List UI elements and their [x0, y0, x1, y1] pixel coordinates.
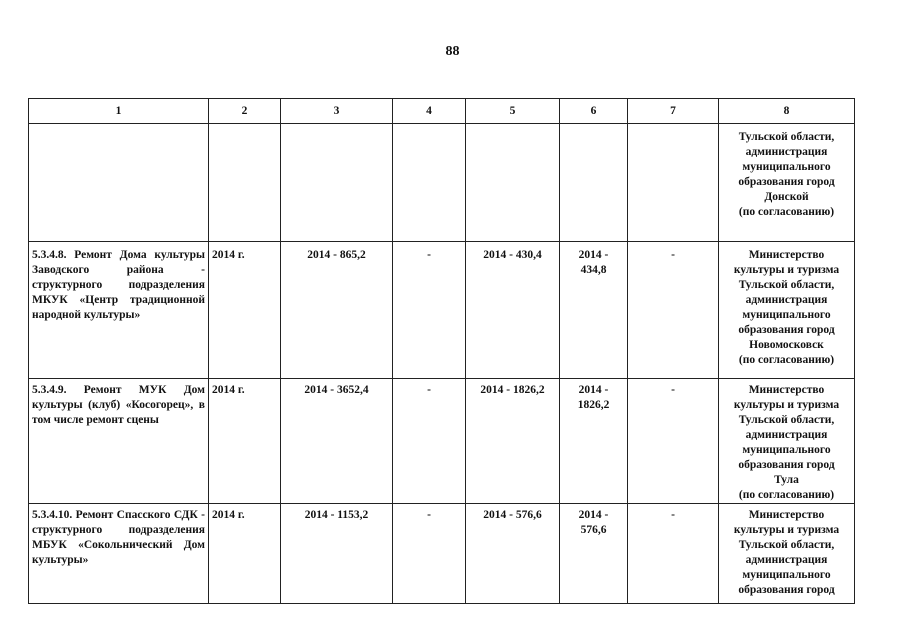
header-cell-4: 4	[393, 99, 466, 124]
col5-cell: 2014 - 576,6	[466, 504, 560, 604]
header-row	[29, 99, 855, 124]
page-number: 88	[445, 44, 460, 59]
col6-cell: 2014 - 576,6	[560, 504, 628, 604]
col4-cell: -	[393, 504, 466, 604]
total-cell	[281, 124, 393, 242]
col5-cell: 2014 - 430,4	[466, 242, 560, 379]
header-cell-5: 5	[466, 99, 560, 124]
col7-cell	[628, 124, 719, 242]
col5-cell	[466, 124, 560, 242]
measure-cell: 5.3.4.8. Ремонт Дома культуры Заводского района - структурного подразделения МКУК «Центр традиционной народной культуры»	[29, 242, 209, 379]
col6-cell: 2014 - 434,8	[560, 242, 628, 379]
col5-cell: 2014 - 1826,2	[466, 379, 560, 504]
executor-cell: Тульской области, администрация муниципального образования город Донской (по согласованию)	[719, 124, 855, 242]
table-row	[29, 379, 855, 504]
period-cell	[209, 124, 281, 242]
total-cell: 2014 - 1153,2	[281, 504, 393, 604]
col4-cell: -	[393, 242, 466, 379]
header-cell-7: 7	[628, 99, 719, 124]
col6-cell	[560, 124, 628, 242]
period-cell: 2014 г.	[209, 242, 281, 379]
header-cell-8: 8	[719, 99, 855, 124]
col7-cell: -	[628, 379, 719, 504]
period-cell: 2014 г.	[209, 379, 281, 504]
col7-cell: -	[628, 242, 719, 379]
header-cell-3: 3	[281, 99, 393, 124]
executor-cell: Министерство культуры и туризма Тульской области, администрация муниципального образования город Новомосковск (по согласованию)	[719, 242, 855, 379]
col4-cell	[393, 124, 466, 242]
col6-cell: 2014 - 1826,2	[560, 379, 628, 504]
executor-cell: Министерство культуры и туризма Тульской области, администрация муниципального образования город	[719, 504, 855, 604]
header-cell-2: 2	[209, 99, 281, 124]
table-row	[29, 124, 855, 242]
header-cell-1: 1	[29, 99, 209, 124]
table-row	[29, 242, 855, 379]
header-cell-6: 6	[560, 99, 628, 124]
executor-cell: Министерство культуры и туризма Тульской области, администрация муниципального образования город Тула (по согласованию)	[719, 379, 855, 504]
col4-cell: -	[393, 379, 466, 504]
total-cell: 2014 - 865,2	[281, 242, 393, 379]
period-cell: 2014 г.	[209, 504, 281, 604]
program-table	[28, 98, 855, 604]
table-row	[29, 504, 855, 604]
measure-cell: 5.3.4.9. Ремонт МУК Дом культуры (клуб) «Косогорец», в том числе ремонт сцены	[29, 379, 209, 504]
measure-cell	[29, 124, 209, 242]
total-cell: 2014 - 3652,4	[281, 379, 393, 504]
col7-cell: -	[628, 504, 719, 604]
measure-cell: 5.3.4.10. Ремонт Спасского СДК - структурного подразделения МБУК «Сокольнический Дом культуры»	[29, 504, 209, 604]
